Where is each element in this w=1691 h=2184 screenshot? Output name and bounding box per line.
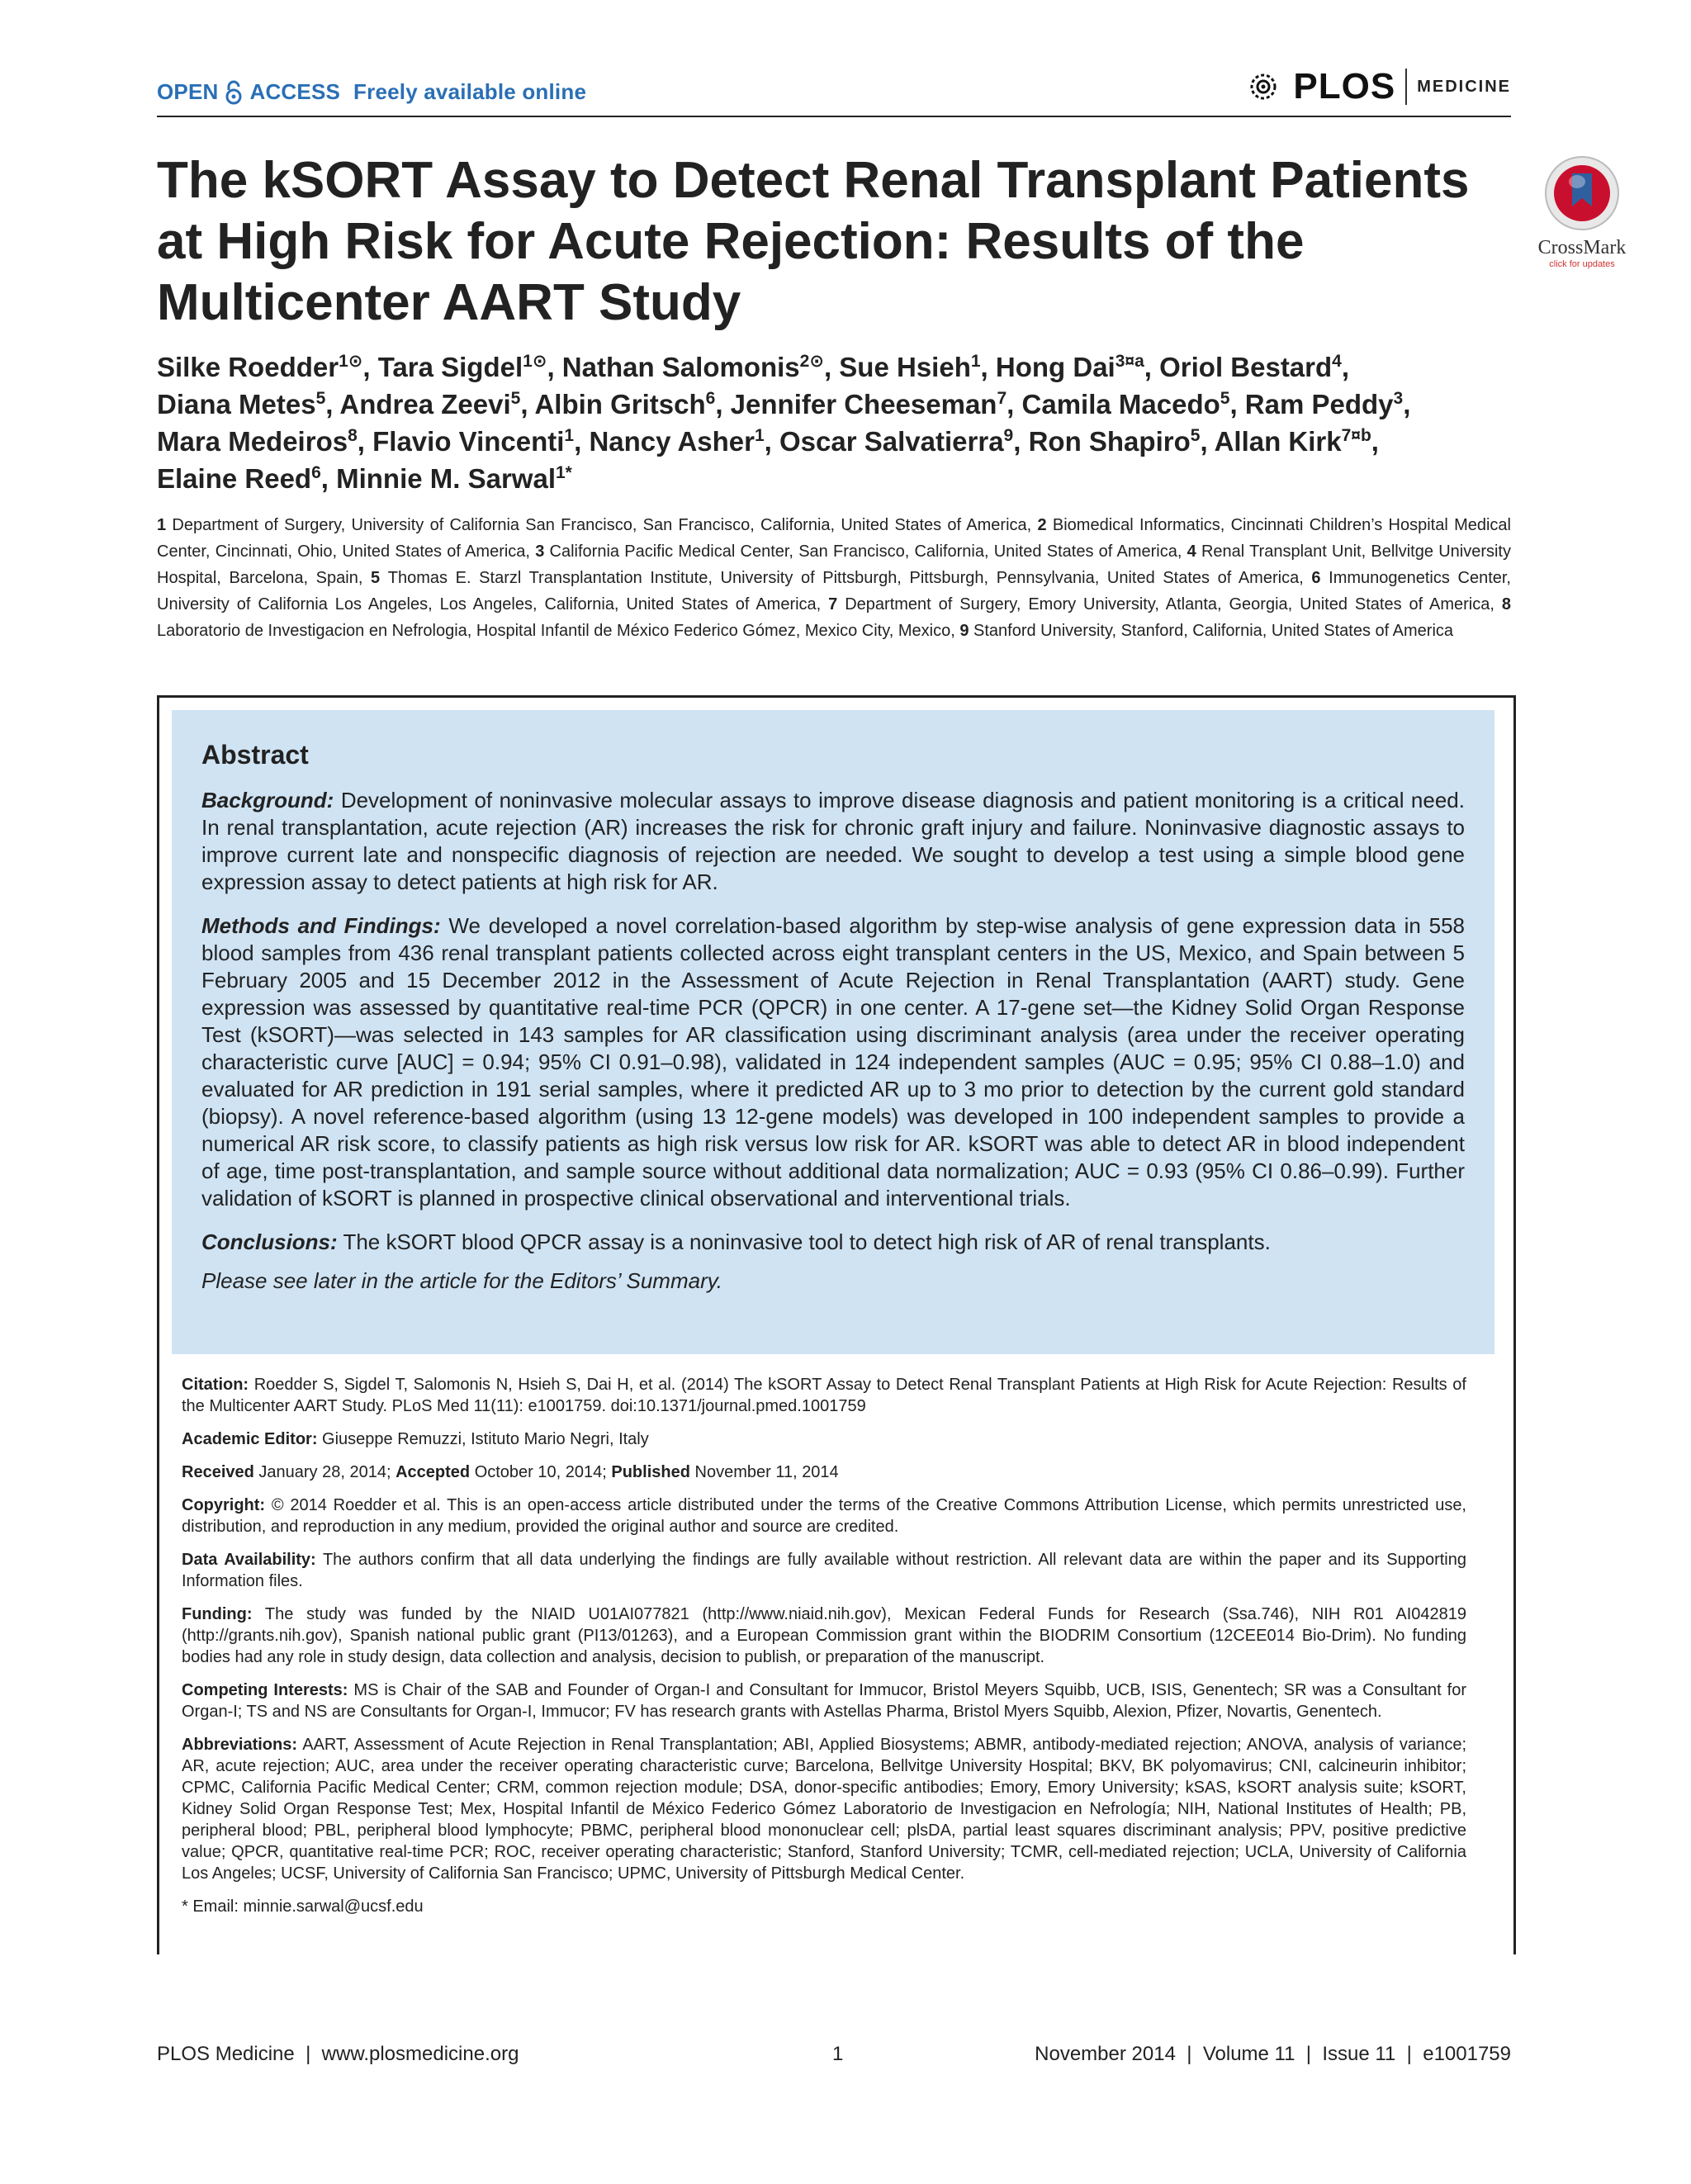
- plos-logo: [1243, 66, 1511, 107]
- open-access-label: OPEN: [157, 79, 219, 104]
- affiliation-text: Department of Surgery, Emory University, Atlanta, Georgia, United States of America,: [845, 595, 1502, 614]
- abstract-background: Background: Development of noninvasive molecular assays to improve disease diagnosis and patient monitoring is a critical need. In renal transplantation, acute rejection (AR) increases the risk for chronic graft injury and failure. Noninvasive diagnostic assays to improve current late and nonspecific diagnosis of rejection are needed. We sought to develop a test using a simple blood gene expression assay to detect patients at high risk for AR.: [201, 788, 1465, 894]
- crossmark-icon: [1542, 154, 1622, 233]
- freely-available-label: Freely available online: [353, 79, 587, 104]
- affiliation-text: Thomas E. Starzl Transplantation Institute, University of Pittsburgh, Pittsburgh, Pennsylvania, United States of America,: [387, 569, 1312, 587]
- author-affiliation-mark: 3¤a: [1115, 352, 1144, 371]
- author-name: Flavio Vincenti: [372, 426, 565, 457]
- author-name: Oscar Salvatierra: [779, 426, 1004, 457]
- crossmark-label: CrossMark: [1537, 237, 1627, 258]
- academic-editor: Academic Editor: Giuseppe Remuzzi, Istituto Mario Negri, Italy: [182, 1430, 649, 1448]
- author-affiliation-mark: 7: [997, 389, 1007, 408]
- author-affiliation-mark: 5: [1190, 426, 1201, 445]
- affiliation-number: 2: [1037, 516, 1053, 534]
- open-access-banner: [157, 79, 586, 105]
- author-affiliation-mark: 5: [1220, 389, 1230, 408]
- abstract-methods: Methods and Findings: We developed a novel correlation-based algorithm by step-wise analysis of gene expression data in 558 blood samples from 436 renal transplant patients collected across eight transplant centers in the US, Mexico, and Spain between 5 February 2005 and 15 December 2012 in the Assessment of Acute Rejection in Renal Transplantation (AART) study. Gene expression was assessed by quantitative real-time PCR (QPCR) in one center. A 17-gene set—the Kidney Solid Organ Response Test (kSORT)—was selected in 143 samples for AR classification using discriminant analysis (area under the receiver operating characteristic curve [AUC] = 0.94; 95% CI 0.91–0.98), validated in 124 independent samples (AUC = 0.95; 95% CI 0.88–1.0) and evaluated for AR prediction in 191 serial samples, where it predicted AR up to 3 mo prior to detection by the current gold standard (biopsy). A novel reference-based algorithm (using 13 12-gene models) was developed in 100 independent samples to provide a numerical AR risk score, to classify patients as high risk versus low risk for AR. kSORT was able to detect AR in blood independent of age, time post-transplantation, and sample source without additional data normalization; AUC = 0.93 (95% CI 0.86–0.99). Further validation of kSORT is planned in prospective clinical observational and interventional trials.: [201, 913, 1465, 1210]
- author-name: Allan Kirk: [1214, 426, 1342, 457]
- copyright: Copyright: © 2014 Roedder et al. This is an open-access article distributed under the terms of the Creative Commons Attribution License, which permits unrestricted use, distribution, and reproduction in any medium, provided the original author and source are credited.: [182, 1496, 1466, 1536]
- author-name: Hong Dai: [995, 352, 1115, 382]
- author-name: Minnie M. Sarwal: [336, 463, 556, 494]
- author-affiliation-mark: 9: [1003, 426, 1014, 445]
- affiliation-number: 1: [157, 516, 173, 534]
- abstract-conclusions: Conclusions: The kSORT blood QPCR assay is a noninvasive tool to detect high risk of AR of renal transplants.: [201, 1229, 1271, 1254]
- author-name: Mara Medeiros: [157, 426, 348, 457]
- author-affiliation-mark: 8: [348, 426, 358, 445]
- crossmark-badge[interactable]: [1532, 154, 1632, 269]
- affiliation-list: [157, 512, 1511, 644]
- author-name: Ron Shapiro: [1028, 426, 1191, 457]
- footer-journal: PLOS Medicine | www.plosmedicine.org: [157, 2043, 519, 2065]
- funding: Funding: The study was funded by the NIAID U01AI077821 (http://www.niaid.nih.gov), Mexican Federal Funds for Research (Ssa.746), NIH R01 AI042819 (http://grants.nih.gov), Spanish national public grant (PI13/01263), and a European Commission grant within the BIODRIM Consortium (12CEE014 Bio-Drim). No funding bodies had any role in study design, data collection and analysis, decision to publish, or preparation of the manuscript.: [182, 1605, 1466, 1666]
- affiliation-text: Biomedical Informatics, Cincinnati Children’s Hospital Medical Center, Cincinnati, Ohio, United States of America,: [157, 516, 1511, 561]
- data-availability: Data Availability: The authors confirm that all data underlying the findings are fully available without restriction. All relevant data are within the paper and its Supporting Information files.: [182, 1551, 1466, 1590]
- abstract-heading: Abstract: [201, 740, 309, 770]
- author-affiliation-mark: 5: [510, 389, 521, 408]
- dates: Received January 28, 2014; Accepted October 10, 2014; Published November 11, 2014: [182, 1463, 839, 1481]
- author-affiliation-mark: 6: [311, 463, 321, 482]
- plos-wordmark: PLOS: [1293, 66, 1396, 107]
- affiliation-text: Renal Transplant Unit, Bellvitge University Hospital, Barcelona, Spain,: [157, 542, 1511, 587]
- author-name: Diana Metes: [157, 389, 316, 419]
- author-affiliation-mark: 5: [315, 389, 326, 408]
- affiliation-text: Immunogenetics Center, University of California Los Angeles, Los Angeles, California, United States of America,: [157, 569, 1511, 614]
- author-affiliation-mark: 1: [754, 426, 765, 445]
- author-affiliation-mark: 2⊙: [799, 352, 824, 371]
- abstract-box: [172, 710, 1494, 1354]
- crossmark-sub: click for updates: [1549, 259, 1615, 269]
- logo-divider: [1405, 69, 1407, 105]
- affiliation-number: 3: [535, 542, 550, 561]
- author-name: Ram Peddy: [1244, 389, 1394, 419]
- author-list: Silke Roedder$^{1⊙}$, Tara Sigdel$^{1⊙}$, Nathan Salomonis$^{2⊙}$, Sue Hsieh$^1$, Hong Dai$^{3¤a}$, Oriol Bestard$^4$, Diana Metes$^5$, Andrea Zeevi$^5$, Albin Gritsch$^6$, Jennifer Cheeseman$^7$, Camila Macedo$^5$, Ram Peddy$^3$, Mara Medeiros$^8$, Flavio Vincenti$^1$, Nancy Asher$^1$, Oscar Salvatierra$^9$, Ron Shapiro$^5$, Allan Kirk$^{7¤b}$, Elaine Reed$^6$, Minnie M. Sarwal$^{1*}$: [157, 352, 1411, 494]
- author-name: Silke Roedder: [157, 352, 339, 382]
- author-affiliation-mark: 7¤b: [1341, 426, 1371, 445]
- author-affiliation-mark: 1: [970, 352, 981, 371]
- access-label: ACCESS: [249, 79, 341, 104]
- affiliation-text: Stanford University, Stanford, California, United States of America: [973, 622, 1454, 640]
- editors-summary-note: Please see later in the article for the Editors’ Summary.: [201, 1268, 723, 1293]
- author-name: Oriol Bestard: [1159, 352, 1333, 382]
- affiliation-text: Laboratorio de Investigacion en Nefrologia, Hospital Infantil de México Federico Gómez, Mexico City, Mexico,: [157, 622, 960, 640]
- affiliation-number: 8: [1501, 595, 1511, 614]
- author-name: Nancy Asher: [589, 426, 755, 457]
- author-name: Albin Gritsch: [534, 389, 706, 419]
- author-name: Jennifer Cheeseman: [730, 389, 997, 419]
- corresponding-email[interactable]: * Email: minnie.sarwal@ucsf.edu: [182, 1897, 424, 1916]
- page-number: 1: [832, 2043, 844, 2065]
- author-affiliation-mark: 3: [1393, 389, 1404, 408]
- author-affiliation-mark: 1⊙: [523, 352, 547, 371]
- affiliation-number: 6: [1311, 569, 1329, 587]
- author-name: Nathan Salomonis: [561, 352, 800, 382]
- author-name: Sue Hsieh: [839, 352, 971, 382]
- affiliation-text: California Pacific Medical Center, San Francisco, California, United States of America,: [549, 542, 1187, 561]
- header-rule: [157, 116, 1511, 117]
- author-name: Andrea Zeevi: [339, 389, 511, 419]
- affiliation-number: 4: [1187, 542, 1201, 561]
- journal-name: MEDICINE: [1417, 77, 1511, 96]
- affiliation-number: 7: [828, 595, 846, 614]
- footer-issue: November 2014 | Volume 11 | Issue 11 | e1001759: [1035, 2043, 1511, 2065]
- competing-interests: Competing Interests: MS is Chair of the SAB and Founder of Organ-I and Consultant for Immucor, Bristol Meyers Squibb, UCB, ISIS, Genentech; SR was a Consultant for Organ-I; TS and NS are Consultants for Organ-I, Immucor; FV has research grants with Astellas Pharma, Bristol Myers Squibb, Alexion, Pfizer, Novartis, Genentech.: [182, 1681, 1467, 1721]
- author-name: Camila Macedo: [1021, 389, 1220, 419]
- author-affiliation-mark: 4: [1332, 352, 1342, 371]
- plos-emblem-icon: [1243, 67, 1283, 107]
- author-affiliation-mark: 1: [564, 426, 575, 445]
- author-affiliation-mark: 6: [705, 389, 716, 408]
- author-affiliation-mark: 1*: [556, 463, 572, 482]
- article-title: The kSORT Assay to Detect Renal Transplant Patients at High Risk for Acute Rejection: Results of the Multicenter AART Study: [157, 152, 1470, 331]
- author-name: Tara Sigdel: [377, 352, 523, 382]
- author-affiliation-mark: 1⊙: [339, 352, 363, 371]
- affiliation-text: Department of Surgery, University of California San Francisco, San Francisco, California, United States of America,: [172, 516, 1038, 534]
- affiliation-number: 5: [371, 569, 388, 587]
- abbreviations: Abbreviations: AART, Assessment of Acute Rejection in Renal Transplantation; ABI, Applied Biosystems; ABMR, antibody-mediated rejection; ANOVA, analysis of variance; AR, acute rejection; AUC, area under the receiver operating characteristic curve; Barcelona, Bellvitge University Hospital; BKV, BK polyomavirus; CNI, calcineurin inhibitor; CPMC, California Pacific Medical Center; CRM, common rejection module; DSA, donor-specific antibodies; Emory, Emory University; kSAS, kSORT analysis suite; kSORT, Kidney Solid Organ Response Test; Mex, Hospital Infantil de México Federico Gómez Laboratorio de Investigacion en Nefrología; NIH, National Institutes of Health; PB, peripheral blood; PBL, peripheral blood lymphocyte; PBMC, peripheral blood mononuclear cell; plsDA, partial least squares discriminant analysis; PPV, positive predictive value; QPCR, quantitative real-time PCR; ROC, receiver operating characteristic; Stanford, Stanford University; TCMR, cell-mediated rejection; UCLA, University of California Los Angeles; UCSF, University of California San Francisco; UPMC, University of Pittsburgh Medical Center.: [182, 1736, 1467, 1883]
- article-front-matter: [182, 1374, 1466, 1929]
- author-name: Elaine Reed: [157, 463, 312, 494]
- citation: Citation: Roedder S, Sigdel T, Salomonis N, Hsieh S, Dai H, et al. (2014) The kSORT Assay to Detect Renal Transplant Patients at High Risk for Acute Rejection: Results of the Multicenter AART Study. PLoS Med 11(11): e1001759. doi:10.1371/journal.pmed.1001759: [182, 1376, 1466, 1415]
- affiliation-number: 9: [959, 622, 973, 640]
- open-lock-icon: [225, 80, 243, 105]
